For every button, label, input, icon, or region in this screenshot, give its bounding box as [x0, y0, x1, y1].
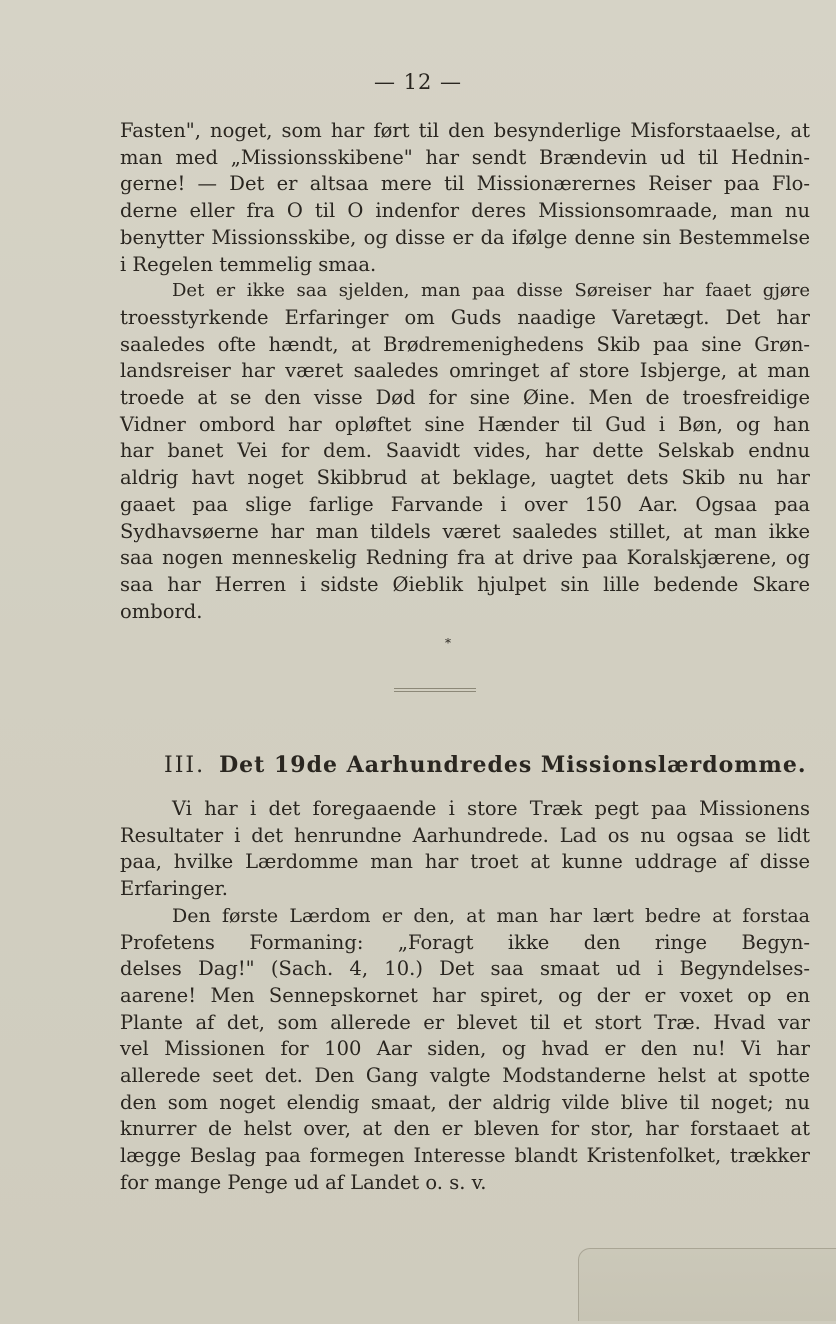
page-number: — 12 — — [373, 70, 463, 94]
text-line: saa har Herren i sidste Øieblik hjulpet sin lille bedende Skare — [120, 572, 810, 596]
section-heading — [164, 752, 807, 778]
paragraph — [120, 118, 810, 278]
text-line: har banet Vei for dem. Saavidt vides, har dette Selskab endnu — [120, 439, 810, 463]
text-line: Den første Lærdom er den, at man har lært bedre at forstaa — [172, 904, 810, 927]
ornament-star: * — [445, 636, 451, 650]
text-line: allerede seet det. Den Gang valgte Modstanderne helst at spotte — [120, 1064, 810, 1088]
text-line: lægge Beslag paa formegen Interesse blandt Kristenfolket, trækker — [120, 1144, 810, 1168]
text-line: aldrig havt noget Skibbrud at beklage, uagtet dets Skib nu har — [120, 466, 810, 490]
text-line: benytter Missionsskibe, og disse er da ifølge denne sin Bestemmelse — [120, 225, 810, 249]
section-title: Det 19de Aarhundredes Missionslærdomme. — [219, 752, 807, 778]
text-line: knurrer de helst over, at den er bleven for stor, har forstaaet at — [120, 1117, 810, 1141]
text-line: gerne! — Det er altsaa mere til Missionærernes Reiser paa Flo- — [120, 172, 810, 196]
paragraph — [120, 796, 810, 903]
text-line: den som noget elendig smaat, der aldrig vilde blive til noget; nu — [120, 1090, 810, 1114]
text-line: Fasten", noget, som har ført til den besynderlige Misforstaaelse, at — [120, 119, 810, 142]
text-line: Det er ikke saa sjelden, man paa disse Søreiser har faaet gjøre — [172, 280, 810, 302]
text-line: for mange Penge ud af Landet o. s. v. — [120, 1170, 487, 1194]
text-line: Vidner ombord har opløftet sine Hænder til Gud i Bøn, og han — [120, 412, 810, 436]
text-line: landsreiser har været saaledes omringet af store Isbjerge, at man — [120, 359, 810, 383]
text-line: vel Missionen for 100 Aar siden, og hvad er den nu! Vi har — [120, 1037, 810, 1061]
text-line: paa, hvilke Lærdomme man har troet at kunne uddrage af disse — [120, 850, 810, 874]
text-line: saaledes ofte hændt, at Brødremenighedens Skib paa sine Grøn- — [120, 332, 810, 356]
text-line: Resultater i det henrundne Aarhundrede. Lad os nu ogsaa se lidt — [120, 823, 810, 847]
text-line: troede at se den visse Død for sine Øine. Men de troesfreidige — [120, 386, 810, 410]
text-line: ombord. — [120, 599, 203, 623]
text-line: Sydhavsøerne har man tildels været saaledes stillet, at man ikke — [120, 519, 810, 543]
text-line: Vi har i det foregaaende i store Træk pegt paa Missionens — [172, 797, 810, 820]
text-block-top — [120, 118, 810, 625]
text-line: Profetens Formaning: „Foragt ikke den ringe Begyn- — [120, 930, 810, 954]
paragraph — [120, 278, 810, 625]
text-line: Erfaringer. — [120, 877, 228, 901]
text-line: delses Dag!" (Sach. 4, 10.) Det saa smaat ud i Begyndelses- — [120, 957, 810, 981]
text-line: saa nogen menneskelig Redning fra at drive paa Koralskjærene, og — [120, 546, 810, 570]
text-line: Plante af det, som allerede er blevet til et stort Træ. Hvad var — [120, 1010, 810, 1034]
text-line: gaaet paa slige farlige Farvande i over 150 Aar. Ogsaa paa — [120, 492, 810, 516]
paragraph — [120, 903, 810, 1197]
text-line: aarene! Men Sennepskornet har spiret, og der er voxet op en — [120, 983, 810, 1007]
text-block-bottom — [120, 796, 810, 1197]
section-numeral: III. — [164, 753, 206, 778]
text-line: troesstyrkende Erfaringer om Guds naadige Varetægt. Det har — [120, 305, 810, 329]
page-tab-edge — [578, 1248, 836, 1321]
section-divider — [394, 688, 476, 692]
text-line: man med „Missionsskibene" har sendt Brændevin ud til Hednin- — [120, 145, 810, 169]
text-line: derne eller fra O til O indenfor deres Missionsomraade, man nu — [120, 199, 810, 223]
text-line: i Regelen temmelig smaa. — [120, 252, 377, 276]
